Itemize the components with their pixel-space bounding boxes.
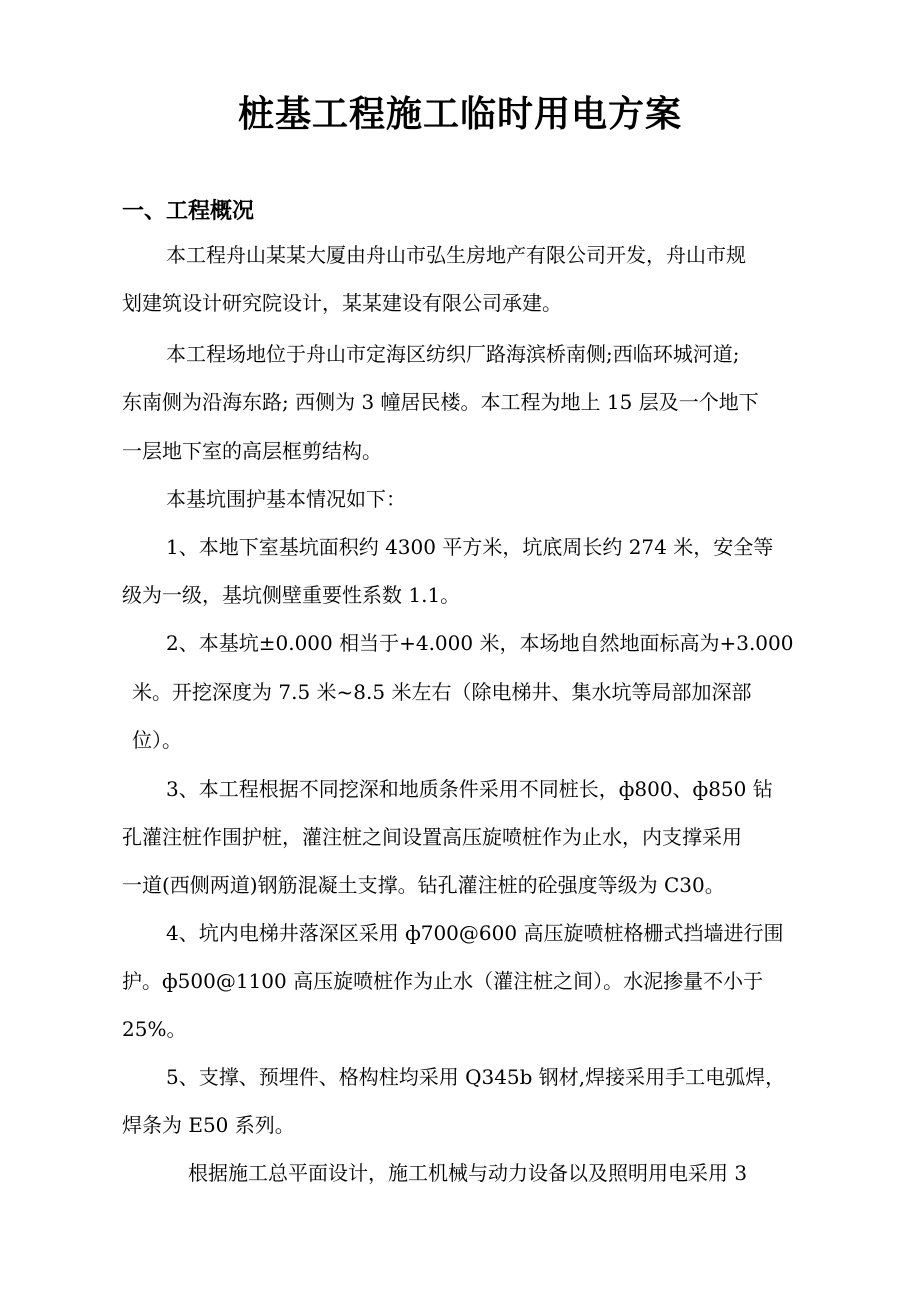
document-title: 桩基工程施工临时用电方案: [237, 93, 682, 135]
section-heading: 一、工程概况: [122, 198, 255, 224]
paragraph-line: 5、支撑、预埋件、格构柱均采用 Q345b 钢材,焊接采用手工电弧焊，: [166, 1065, 786, 1089]
paragraph-line: 米。开挖深度为 7.5 米~8.5 米左右（除电梯井、集水坑等局部加深部: [132, 680, 752, 704]
paragraph-line: 4、坑内电梯井落深区采用 ф700@600 高压旋喷桩格栅式挡墙进行围: [166, 921, 784, 945]
paragraph-line: 焊条为 E50 系列。: [122, 1113, 295, 1137]
paragraph-line: 孔灌注桩作围护桩，灌注桩之间设置高压旋喷桩作为止水，内支撑采用: [122, 825, 742, 849]
paragraph-line: 护。ф500@1100 高压旋喷桩作为止水（灌注桩之间）。水泥掺量不小于: [122, 969, 764, 993]
paragraph-line: 3、本工程根据不同挖深和地质条件采用不同桩长，ф800、ф850 钻: [166, 777, 773, 801]
paragraph-line: 一层地下室的高层框剪结构。: [122, 439, 382, 463]
paragraph-line: 本工程场地位于舟山市定海区纺织厂路海滨桥南侧;西临环城河道;: [166, 342, 740, 366]
paragraph-line: 位）。: [132, 728, 182, 752]
paragraph-line: 25%。: [122, 1017, 187, 1041]
paragraph-line: 级为一级，基坑侧壁重要性系数 1.1。: [122, 583, 461, 607]
paragraph-line: 1、本地下室基坑面积约 4300 平方米，坑底周长约 274 米，安全等: [166, 535, 774, 559]
paragraph-line: 2、本基坑±0.000 相当于+4.000 米，本场地自然地面标高为+3.000: [166, 631, 794, 655]
paragraph-line: 本工程舟山某某大厦由舟山市弘生房地产有限公司开发，舟山市规: [166, 243, 746, 267]
paragraph-line: 划建筑设计研究院设计，某某建设有限公司承建。: [122, 291, 562, 315]
paragraph-line: 根据施工总平面设计，施工机械与动力设备以及照明用电采用 3: [188, 1161, 748, 1185]
paragraph-line: 本基坑围护基本情况如下：: [166, 487, 406, 511]
paragraph-line: 一道(西侧两道)钢筋混凝土支撑。钻孔灌注桩的砼强度等级为 C30。: [122, 873, 725, 897]
paragraph-line: 东南侧为沿海东路; 西侧为 3 幢居民楼。本工程为地上 15 层及一个地下: [122, 390, 759, 414]
